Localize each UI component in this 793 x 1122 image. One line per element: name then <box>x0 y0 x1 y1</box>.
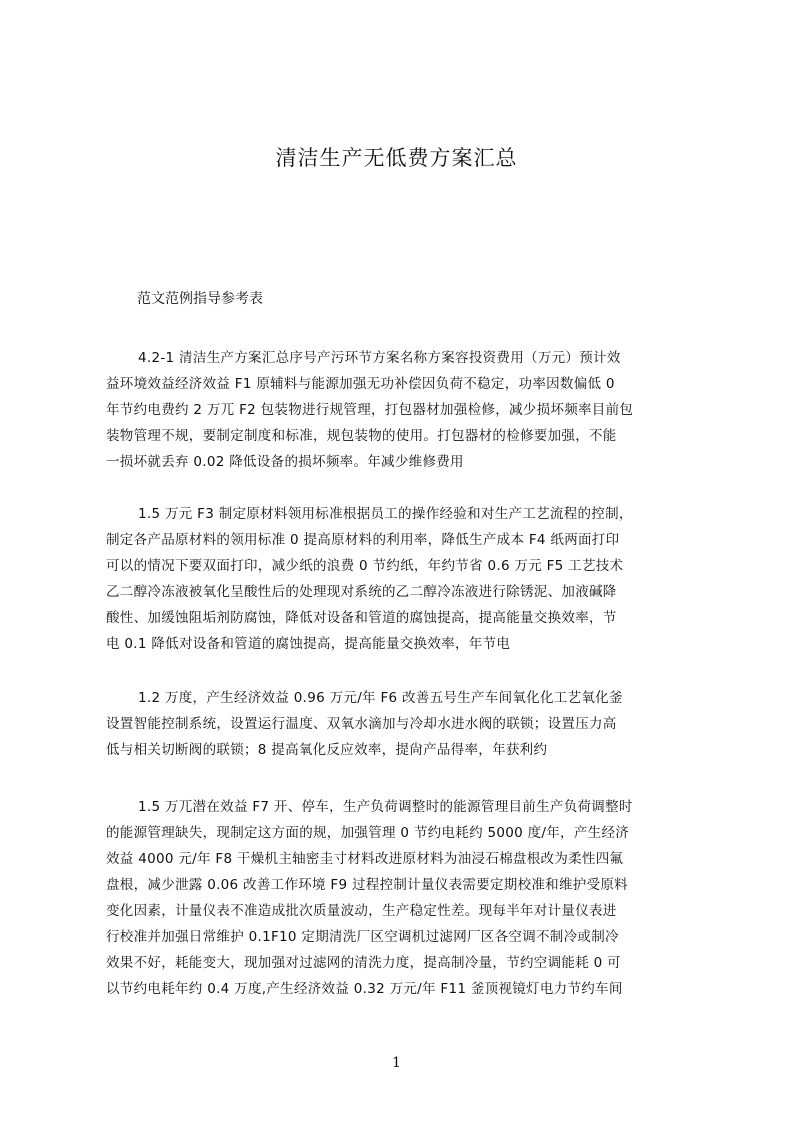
paragraph-line: 乙二醇冷冻液被氧化呈酸性后的处理现对系统的乙二醇冷冻液进行除锈泥、加液碱降 <box>106 584 617 600</box>
paragraph-line: 电 0.1 降低对设备和管道的腐蚀提高，提高能量交换效率，年节电 <box>106 636 511 652</box>
paragraph-1 <box>106 345 700 475</box>
paragraph-line: 4.2-1 清洁生产方案汇总序号产污环节方案名称方案容投资费用（万元）预计效 <box>138 350 621 366</box>
paragraph-line: 低与相关切断阀的联锁；8 提高氧化反应效率，提尙产品得率，年获利约 <box>106 742 548 758</box>
paragraph-line: 制定各产品原材料的领用标准 0 提高原材料的利用率，降低生产成本 F4 纸两面打印 <box>106 532 620 548</box>
paragraph-line: 益环境效益经济效益 F1 原辅料与能源加强无功补偿因负荷不稳定，功率因数偏低 0 <box>106 376 615 392</box>
paragraph-4 <box>106 794 700 1002</box>
paragraph-line: 年节约电费约 2 万兀 F2 包装物进行规管理，打包器材加强检修，减少损坏频率目前包 <box>106 402 634 418</box>
paragraph-3 <box>106 685 700 763</box>
paragraph-line: 1.5 万元 F3 制定原材料领用标准根据员工的操作经验和对生产工艺流程的控制， <box>138 506 633 522</box>
document-title: 清洁生产无低费方案汇总 <box>275 146 518 170</box>
paragraph-line: 行校准并加强日常维护 0.1F10 定期清洗厂区空调机过滤网厂区各空调不制冷或制冷 <box>106 929 619 945</box>
paragraph-line: 的能源管理缺失，现制定这方面的规，加强管理 0 节约电耗约 5000 度/年，产生经济 <box>106 825 630 841</box>
paragraph-line: 设置智能控制系统，设置运行温度、双氧水滴加与冷却水进水阀的联锁；设置压力高 <box>106 716 617 732</box>
paragraph-line: 变化因素，计量仪表不准造成批次质量波动，生产稳定性差。现每半年对计量仪表进 <box>106 903 617 919</box>
paragraph-line: 盘根，减少泄露 0.06 改善工作环境 F9 过程控制计量仪表需要定期校准和维护受原料 <box>106 877 628 893</box>
page-number: 1 <box>392 1055 401 1071</box>
paragraph-line: 效益 4000 元/年 F8 干燥机主轴密圭寸材料改进原材料为油浸石棉盘根改为柔性四氟 <box>106 851 624 867</box>
document-subtitle: 范文范例指导参考表 <box>137 291 263 307</box>
paragraph-line: 效果不好，耗能变大，现加强对过滤网的清洗力度，提高制冷量，节约空调能耗 0 可 <box>106 955 621 971</box>
paragraph-line: 酸性、加缓蚀阻垢剂防腐蚀，降低对设备和管道的腐蚀提高，提高能量交换效率，节 <box>106 610 617 626</box>
paragraph-line: 1.2 万度，产生经济效益 0.96 万元/年 F6 改善五号生产车间氧化化工艺氧化釜 <box>138 690 623 706</box>
paragraph-2 <box>106 501 700 657</box>
paragraph-line: 可以的情况下要双面打印，减少纸的浪费 0 节约纸，年约节省 0.6 万元 F5 工艺技术 <box>106 558 624 574</box>
paragraph-line: 装物管理不规，要制定制度和标准，规包装物的使用。打包器材的检修要加强，不能 <box>106 428 617 444</box>
paragraph-line: 以节约电耗年约 0.4 万度,产生经济效益 0.32 万元/年 F11 釜顶视镜灯电力节约车间 <box>106 981 623 997</box>
paragraph-line: 一损坏就丢弃 0.02 降低设备的损坏频率。年减少维修费用 <box>106 454 464 470</box>
paragraph-line: 1.5 万兀潜在效益 F7 开、停车，生产负荷调整时的能源管理目前生产负荷调整时 <box>138 799 633 815</box>
